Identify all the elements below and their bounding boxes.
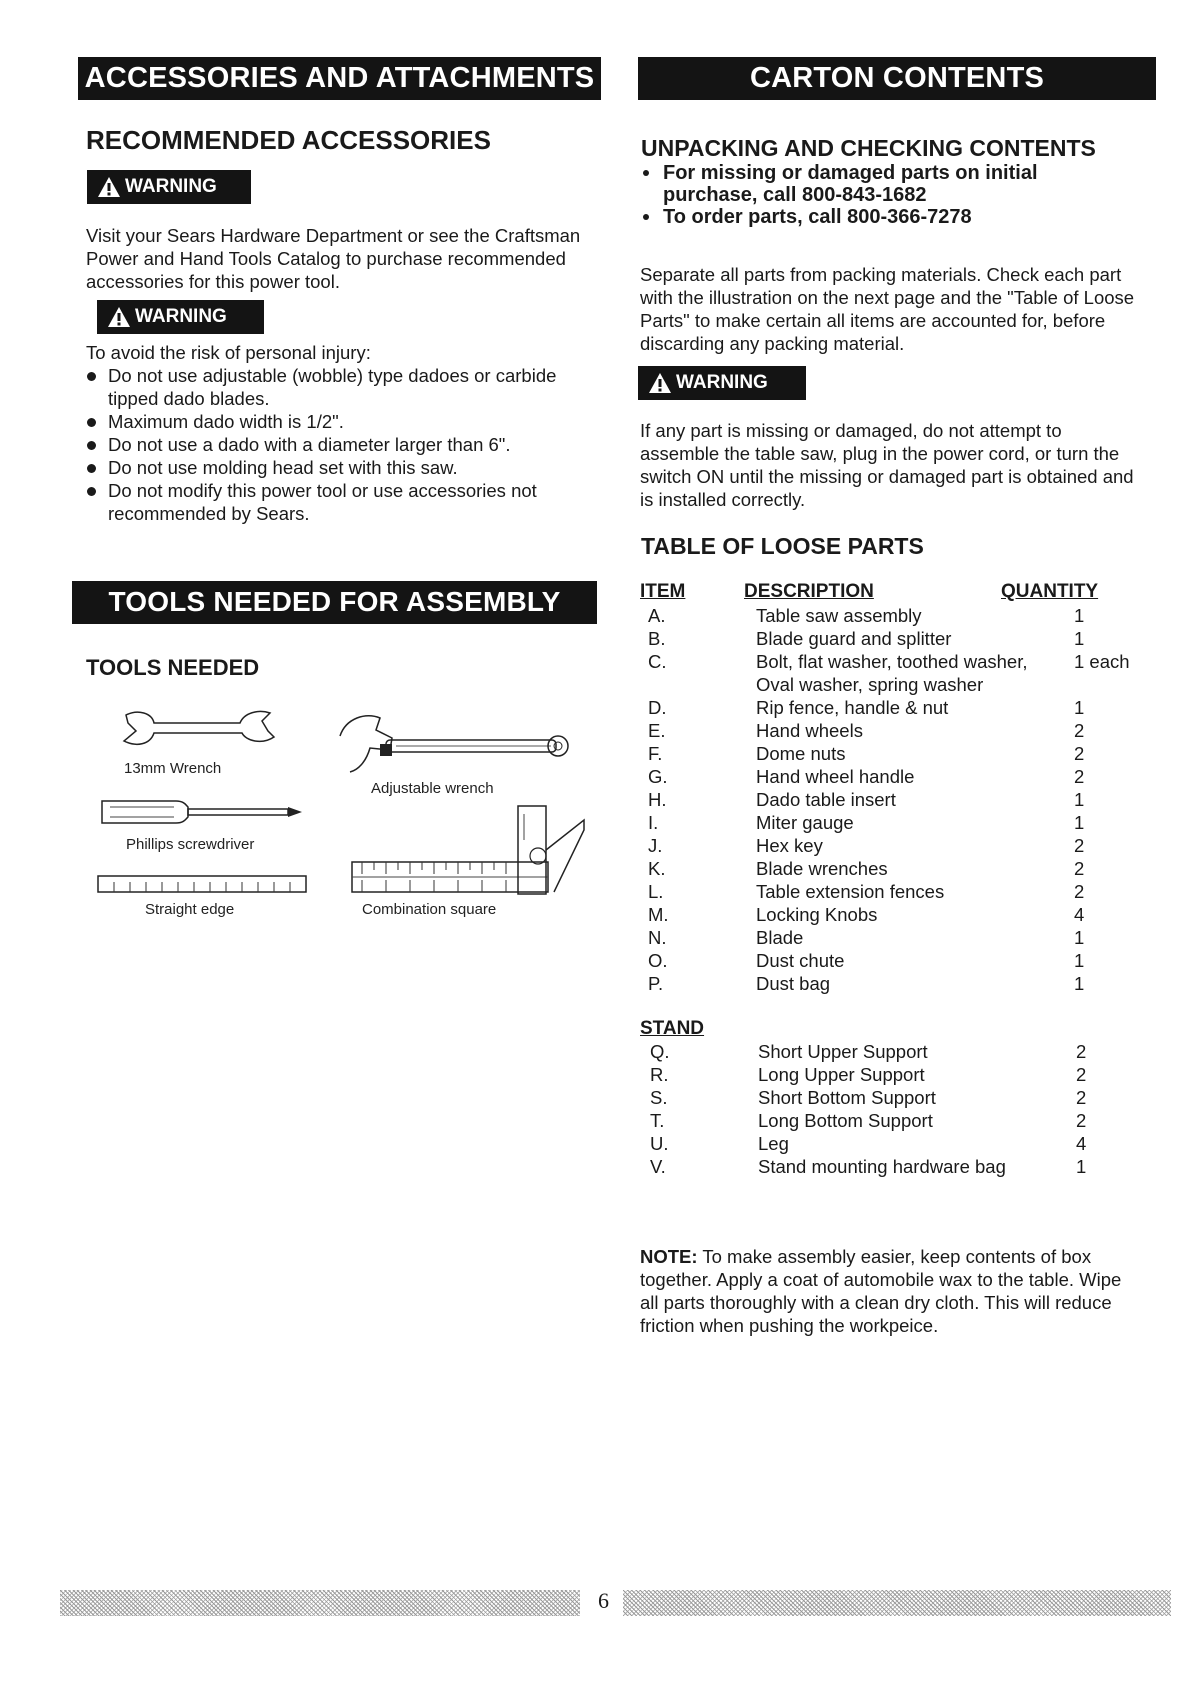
part-item-letter: H.: [648, 789, 667, 810]
part-item-letter: K.: [648, 858, 666, 879]
part-description: Rip fence, handle & nut: [756, 697, 949, 718]
phone-bullet-list: [639, 162, 1109, 228]
part-quantity: 2: [1076, 1110, 1087, 1131]
part-item-letter: V.: [650, 1156, 666, 1177]
parts-row: [648, 765, 1148, 788]
part-quantity: 1: [1074, 950, 1085, 971]
parts-row: [648, 903, 1148, 926]
parts-row: [648, 857, 1148, 880]
part-item-letter: F.: [648, 743, 663, 764]
part-quantity: 1 each: [1074, 651, 1130, 672]
part-item-letter: D.: [648, 697, 667, 718]
recommended-accessories-heading: RECOMMENDED ACCESSORIES: [86, 125, 491, 155]
wrench-illustration: [118, 705, 278, 758]
parts-row: [650, 1155, 1150, 1178]
page-footer: [0, 1590, 1191, 1616]
part-item-letter: E.: [648, 720, 666, 741]
part-quantity: 1: [1074, 812, 1085, 833]
part-quantity: 1: [1074, 789, 1085, 810]
combination-square-icon: [348, 800, 588, 896]
part-item-letter: J.: [648, 835, 663, 856]
parts-row: [648, 604, 1148, 627]
parts-row: [648, 949, 1148, 972]
part-quantity: 2: [1074, 835, 1085, 856]
part-quantity: 1: [1074, 973, 1085, 994]
note-text: [640, 1245, 1140, 1337]
column-header-quantity: QUANTITY: [1001, 581, 1099, 602]
bullet-item: Do not use a dado with a diameter larger than 6".: [84, 433, 604, 456]
loose-parts-list: [648, 604, 1148, 995]
part-description: Stand mounting hardware bag: [758, 1156, 1006, 1177]
wrench-icon: [118, 705, 278, 753]
parts-row: [648, 972, 1148, 995]
part-quantity: 1: [1076, 1156, 1087, 1177]
parts-row: [648, 627, 1148, 650]
parts-row: [650, 1063, 1150, 1086]
warning-triangle-icon: [97, 176, 121, 210]
adjustable-wrench-icon: [336, 710, 576, 788]
part-quantity: 2: [1074, 720, 1085, 741]
part-description: Blade guard and splitter: [756, 628, 952, 649]
accessories-banner: ACCESSORIES AND ATTACHMENTS: [78, 57, 601, 100]
part-item-letter: P.: [648, 973, 664, 994]
parts-row: [650, 1132, 1150, 1155]
parts-row: [650, 1040, 1150, 1063]
combination-square-label: Combination square: [362, 901, 497, 918]
part-description: Miter gauge: [756, 812, 854, 833]
part-quantity: 2: [1076, 1087, 1087, 1108]
parts-row: [648, 811, 1148, 834]
stand-heading: STAND: [640, 1018, 705, 1039]
bullet-item: Do not use adjustable (wobble) type dadoes or carbide tipped dado blades.: [84, 364, 604, 410]
screwdriver-illustration: [96, 795, 306, 834]
part-quantity: 2: [1076, 1041, 1087, 1062]
parts-row: [650, 1109, 1150, 1132]
part-quantity: 4: [1076, 1133, 1087, 1154]
parts-row: [648, 650, 1148, 673]
part-description: Long Upper Support: [758, 1064, 925, 1085]
part-description: Blade wrenches: [756, 858, 888, 879]
parts-row: [648, 880, 1148, 903]
bullet-item: Do not modify this power tool or use accessories not recommended by Sears.: [84, 479, 604, 525]
part-description: Hand wheel handle: [756, 766, 915, 787]
footer-hatch-right: [623, 1590, 1171, 1616]
bullet-item: Maximum dado width is 1/2".: [84, 410, 604, 433]
visit-sears-text: Visit your Sears Hardware Department or see the Craftsman Power and Hand Tools Catalog to purchase recommended accessories for this power tool.: [86, 225, 581, 292]
bullet-item: To order parts, call 800-366-7278: [639, 206, 1109, 228]
part-quantity: 1: [1074, 628, 1085, 649]
carton-contents-banner: CARTON CONTENTS: [638, 57, 1156, 100]
part-description: Oval washer, spring washer: [756, 674, 984, 695]
separate-parts-text: Separate all parts from packing materials. Check each part with the illustration on the next page and the "Table of Loose Parts" to make certain all items are accounted for, before discarding any packing material.: [640, 264, 1135, 354]
part-description: Locking Knobs: [756, 904, 878, 925]
part-item-letter: T.: [650, 1110, 665, 1131]
warning-label: WARNING: [125, 176, 217, 197]
tools-needed-banner: TOOLS NEEDED FOR ASSEMBLY: [72, 581, 597, 624]
warning-label: WARNING: [135, 306, 227, 327]
part-quantity: 2: [1074, 766, 1085, 787]
part-description: Hex key: [756, 835, 823, 856]
bullet-item: For missing or damaged parts on initial purchase, call 800-843-1682: [639, 162, 1109, 206]
part-quantity: 2: [1074, 881, 1085, 902]
warning-triangle-icon: [107, 306, 131, 340]
straight-edge-illustration: [96, 874, 310, 899]
parts-row: [648, 742, 1148, 765]
part-item-letter: S.: [650, 1087, 668, 1108]
part-quantity: 4: [1074, 904, 1085, 925]
unpacking-heading: UNPACKING AND CHECKING CONTENTS: [641, 135, 1096, 161]
part-description: Hand wheels: [756, 720, 863, 741]
injury-bullet-list: [84, 364, 604, 525]
part-description: Dust chute: [756, 950, 845, 971]
parts-row: [648, 834, 1148, 857]
wrench-label: 13mm Wrench: [124, 760, 222, 777]
part-description: Short Bottom Support: [758, 1087, 936, 1108]
part-description: Dome nuts: [756, 743, 846, 764]
part-item-letter: M.: [648, 904, 669, 925]
note-label: NOTE:: [640, 1246, 698, 1267]
column-header-description: DESCRIPTION: [744, 581, 874, 602]
part-description: Table saw assembly: [756, 605, 922, 626]
part-quantity: 1: [1074, 697, 1085, 718]
part-item-letter: C.: [648, 651, 667, 672]
parts-row: [648, 719, 1148, 742]
part-quantity: 2: [1074, 743, 1085, 764]
injury-intro-text: To avoid the risk of personal injury:: [86, 342, 371, 363]
part-description: Bolt, flat washer, toothed washer,: [756, 651, 1028, 672]
part-description: Leg: [758, 1133, 789, 1154]
part-description: Dust bag: [756, 973, 831, 994]
part-description: Table extension fences: [756, 881, 945, 902]
warning-badge-2: [97, 300, 264, 334]
combination-square-illustration: [348, 800, 588, 901]
screwdriver-label: Phillips screwdriver: [126, 836, 255, 853]
part-description: Dado table insert: [756, 789, 896, 810]
part-item-letter: A.: [648, 605, 666, 626]
straight-edge-icon: [96, 874, 310, 894]
table-of-loose-parts-heading: TABLE OF LOOSE PARTS: [641, 533, 924, 559]
part-item-letter: B.: [648, 628, 666, 649]
part-item-letter: G.: [648, 766, 668, 787]
part-quantity: 2: [1076, 1064, 1087, 1085]
part-quantity: 1: [1074, 605, 1085, 626]
part-item-letter: O.: [648, 950, 668, 971]
parts-row: [648, 696, 1148, 719]
part-quantity: 2: [1074, 858, 1085, 879]
part-description: Blade: [756, 927, 804, 948]
warning-label: WARNING: [676, 372, 768, 393]
part-item-letter: N.: [648, 927, 667, 948]
stand-parts-list: [650, 1040, 1150, 1178]
tools-needed-heading: TOOLS NEEDED: [86, 655, 260, 680]
parts-row: [648, 788, 1148, 811]
part-description: Long Bottom Support: [758, 1110, 933, 1131]
column-header-item: ITEM: [640, 581, 686, 602]
part-description: Short Upper Support: [758, 1041, 928, 1062]
part-item-letter: Q.: [650, 1041, 670, 1062]
missing-parts-text: If any part is missing or damaged, do not attempt to assemble the table saw, plug in the power cord, or turn the switch ON until the missing or damaged part is obtained and is installed correctly.: [640, 420, 1134, 510]
part-quantity: 1: [1074, 927, 1085, 948]
part-item-letter: I.: [648, 812, 659, 833]
warning-badge-1: [87, 170, 251, 204]
bullet-item: Do not use molding head set with this saw.: [84, 456, 604, 479]
page-number: 6: [598, 1588, 609, 1613]
screwdriver-icon: [96, 795, 306, 829]
straight-edge-label: Straight edge: [145, 901, 235, 918]
part-item-letter: L.: [648, 881, 664, 902]
parts-row: [650, 1086, 1150, 1109]
adjustable-wrench-label: Adjustable wrench: [371, 780, 494, 797]
part-item-letter: R.: [650, 1064, 669, 1085]
note-body: To make assembly easier, keep contents of box together. Apply a coat of automobile wax to the table. Wipe all parts thoroughly with a clean dry cloth. This will reduce friction when pushing the workpeice.: [640, 1246, 1122, 1336]
warning-badge-3: [638, 366, 806, 400]
part-item-letter: U.: [650, 1133, 669, 1154]
warning-triangle-icon: [648, 372, 672, 406]
footer-hatch-left: [60, 1590, 580, 1616]
parts-row: [648, 673, 1148, 696]
parts-row: [648, 926, 1148, 949]
